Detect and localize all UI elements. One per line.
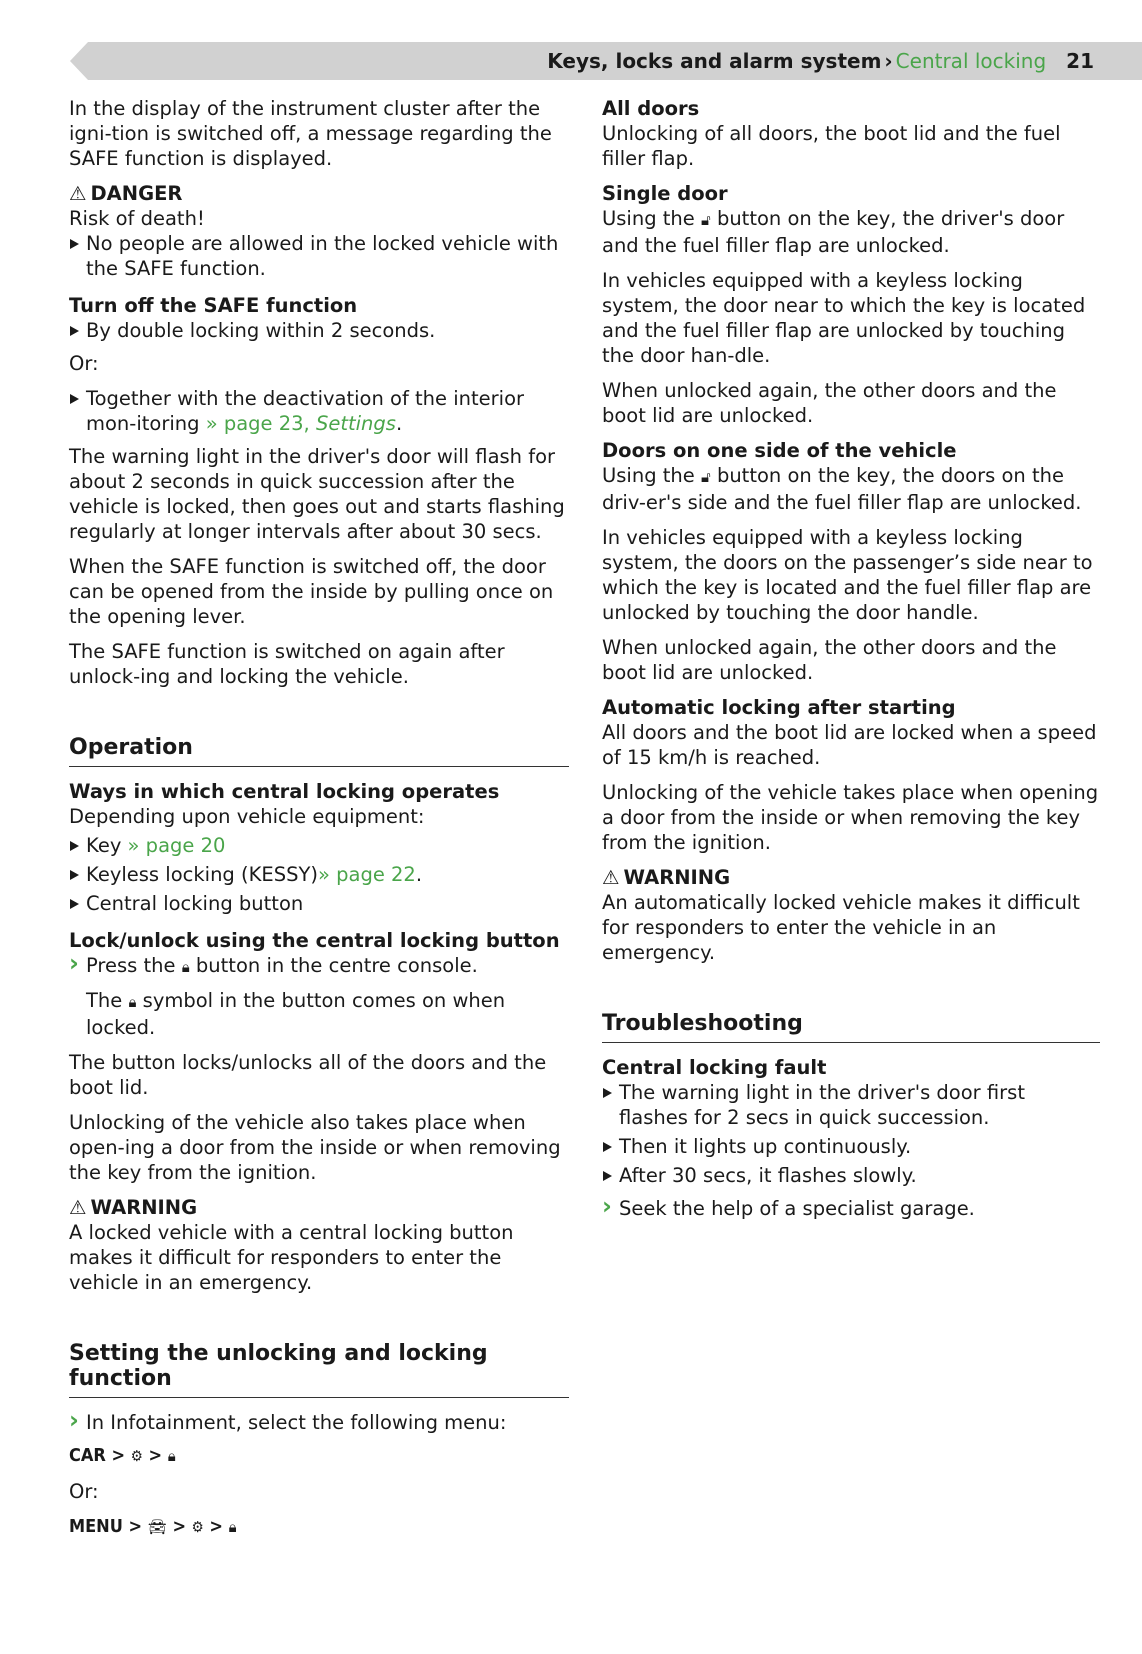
single-keyless: In vehicles equipped with a keyless locking system, the door near to which the key is located and the fuel filler flap are unlocked by touching the door han-dle.: [602, 269, 1086, 367]
lockunlock-title: Lock/unlock using the central locking button: [69, 929, 560, 952]
side-keyless: In vehicles equipped with a keyless locking system, the doors on the passenger’s side near to which the key is located and the fuel filler flap are unlocked by touching the door handle.: [602, 526, 1093, 624]
ways-item-key: Key » page 20: [69, 833, 569, 858]
fault-title: Central locking fault: [602, 1056, 827, 1079]
lock-icon: 🔒︎: [181, 958, 190, 976]
troubleshooting-heading: Troubleshooting: [602, 1011, 1100, 1043]
turnoff-title: Turn off the SAFE function: [69, 294, 358, 317]
alldoors-title: All doors: [602, 97, 700, 120]
setting-heading: Setting the unlocking and locking function: [69, 1341, 569, 1398]
auto-unlock: Unlocking of the vehicle takes place when opening a door from the inside or when removing the key from the ignition.: [602, 781, 1099, 854]
warning-title-left: WARNING: [90, 1196, 198, 1219]
right-column: [602, 96, 1100, 1229]
turnoff-bullet-1: By double locking within 2 seconds.: [69, 318, 569, 343]
button-locks-paragraph: The button locks/unlocks all of the doors and the boot lid.: [69, 1051, 547, 1099]
danger-box: [69, 181, 569, 281]
car-icon: 🚘︎: [147, 1518, 167, 1536]
unlock-icon: 🔓︎: [701, 468, 711, 486]
danger-bullet: No people are allowed in the locked vehicle with the SAFE function.: [69, 231, 569, 281]
settings-page-link[interactable]: » page 23, Settings: [205, 412, 396, 435]
fault-item-2: Then it lights up continuously.: [602, 1134, 1100, 1159]
fault-step: › Seek the help of a specialist garage.: [602, 1196, 1100, 1221]
page-number: 21: [1066, 49, 1094, 73]
ways-title: Ways in which central locking operates: [69, 780, 500, 803]
lock-icon: 🔒︎: [128, 993, 137, 1011]
header-chapter: Keys, locks and alarm system: [547, 49, 882, 73]
ways-item-kessy: Keyless locking (KESSY)» page 22.: [69, 862, 569, 887]
warning-triangle-icon: ⚠: [69, 1196, 87, 1219]
lock-menu-icon: 🔒︎: [167, 1447, 176, 1465]
operation-heading: Operation: [69, 735, 569, 767]
setting-step: › In Infotainment, select the following menu:: [69, 1410, 569, 1435]
lock-menu-icon: 🔒︎: [228, 1518, 237, 1536]
intro-paragraph: In the display of the instrument cluster after the igni-tion is switched off, a message regarding the SAFE function is displayed.: [69, 97, 552, 170]
ways-item-button: Central locking button: [69, 891, 569, 916]
ways-text: Depending upon vehicle equipment:: [69, 805, 425, 828]
warning-text-right: An automatically locked vehicle makes it difficult for responders to enter the vehicle in an emergency.: [602, 891, 1080, 964]
auto-title: Automatic locking after starting: [602, 696, 956, 719]
header-separator: ›: [884, 49, 893, 73]
page-header: [547, 47, 1094, 75]
unlock-icon: 🔓︎: [701, 211, 711, 229]
menu-path-1: CAR > ⚙ > 🔒︎: [69, 1445, 176, 1466]
safe-on-paragraph: The SAFE function is switched on again after unlock-ing and locking the vehicle.: [69, 640, 505, 688]
lockunlock-step: › Press the 🔒︎ button in the centre console.: [69, 953, 569, 980]
warning-title-right: WARNING: [623, 866, 731, 889]
menu-path-2: MENU > 🚘︎ > ⚙ > 🔒︎: [69, 1516, 237, 1537]
left-column: [69, 96, 569, 1550]
single-text: Using the 🔓︎ button on the key, the driver's door and the fuel filler flap are unlocked.: [602, 207, 1065, 257]
fault-item-3: After 30 secs, it flashes slowly.: [602, 1163, 1100, 1188]
kessy-page-link[interactable]: » page 22: [318, 863, 416, 886]
auto-text: All doors and the boot lid are locked when a speed of 15 km/h is reached.: [602, 721, 1097, 769]
or-text-2: Or:: [69, 1480, 99, 1503]
settings-gear-icon: ⚙: [191, 1518, 204, 1536]
settings-gear-icon: ⚙: [130, 1447, 143, 1465]
warning-text-left: A locked vehicle with a central locking button makes it difficult for responders to enter the vehicle in an emergency.: [69, 1221, 514, 1294]
safe-off-paragraph: When the SAFE function is switched off, the door can be opened from the inside by pulling once on the opening lever.: [69, 555, 554, 628]
side-text: Using the 🔓︎ button on the key, the doors on the driv-er's side and the fuel filler flap are unlocked.: [602, 464, 1082, 514]
or-text-1: Or:: [69, 352, 99, 375]
warning-light-paragraph: The warning light in the driver's door will flash for about 2 seconds in quick succession after the vehicle is locked, then goes out and starts flashing regularly at longer intervals after about 30 secs.: [69, 445, 565, 543]
lockunlock-symbol-note: The 🔒︎ symbol in the button comes on when locked.: [86, 989, 506, 1039]
unlocking-also-paragraph: Unlocking of the vehicle also takes place when open-ing a door from the inside or when removing the key from the ignition.: [69, 1111, 561, 1184]
side-title: Doors on one side of the vehicle: [602, 439, 957, 462]
danger-title: DANGER: [90, 182, 183, 205]
side-again: When unlocked again, the other doors and the boot lid are unlocked.: [602, 636, 1057, 684]
single-title: Single door: [602, 182, 728, 205]
single-again: When unlocked again, the other doors and the boot lid are unlocked.: [602, 379, 1057, 427]
warning-triangle-icon: ⚠: [69, 182, 87, 205]
danger-text: Risk of death!: [69, 207, 205, 230]
warning-box-right: [602, 865, 1100, 965]
fault-item-1: The warning light in the driver's door first flashes for 2 secs in quick succession.: [602, 1080, 1100, 1130]
key-page-link[interactable]: » page 20: [121, 834, 226, 857]
warning-triangle-icon: ⚠: [602, 866, 620, 889]
header-section: Central locking: [895, 49, 1047, 73]
alldoors-text: Unlocking of all doors, the boot lid and the fuel filler flap.: [602, 122, 1061, 170]
turnoff-bullet-2: Together with the deactivation of the interior mon-itoring » page 23, Settings.: [69, 386, 569, 436]
warning-box-left: [69, 1195, 569, 1295]
